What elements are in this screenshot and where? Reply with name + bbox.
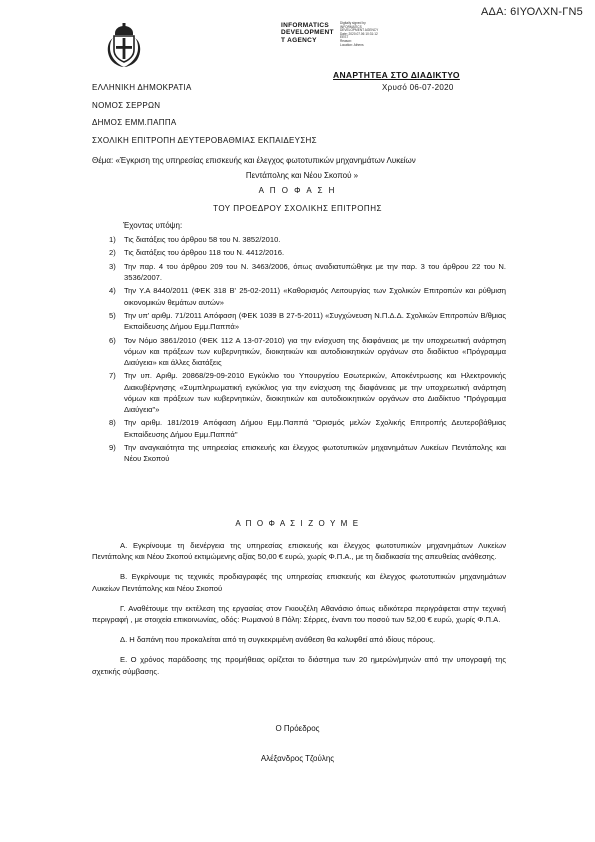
subject-line bbox=[92, 153, 512, 183]
item-text: Την αριθμ. 181/2019 Απόφαση Δήμου Εμμ.Παππά "Ορισμός μελών Σχολικής Επιτροπής Δευτεροβάθμιας Εκπαίδευσης Δήμου Εμμ.Παππά" bbox=[124, 418, 506, 439]
list-item bbox=[92, 261, 506, 283]
item-text: Την αναγκαιότητα της υπηρεσίας επισκευής και έλεγχος φωτοτυπικών μηχανημάτων Λυκείων Πεντάπολης και Νέου Σκοπού bbox=[124, 442, 506, 464]
item-number: 7) bbox=[109, 371, 116, 381]
subject-line-1: Θέμα: «Έγκριση της υπηρεσίας επισκευής και έλεγχος φωτοτυπικών μηχανημάτων Λυκείων bbox=[92, 156, 416, 165]
having-considered-label: Έχοντας υπόψη: bbox=[123, 221, 183, 230]
signatory-role: Ο Πρόεδρος bbox=[275, 724, 320, 733]
prefecture-name: ΝΟΜΟΣ ΣΕΡΡΩΝ bbox=[92, 101, 161, 110]
decide-title: Α Π Ο Φ Α Σ Ι Ζ Ο Υ Μ Ε bbox=[235, 519, 360, 528]
list-item bbox=[92, 247, 506, 258]
considerations-list bbox=[92, 234, 506, 467]
decision-paragraph: Α. Εγκρίνουμε τη διενέργεια της υπηρεσίας επισκευής και έλεγχος φωτοτυπικών μηχανημάτων Λυκείων Πεντάπολης και Νέου Σκοπού εκτιμώμενης αξίας 50,00 € ευρώ, χωρίς Φ.Π.Α., με τη διαδικασία της απευθείας ανάθεσης. bbox=[92, 541, 506, 562]
committee-name: ΣΧΟΛΙΚΗ ΕΠΙΤΡΟΠΗ ΔΕΥΤΕΡΟΒΑΘΜΙΑΣ ΕΚΠΑΙΔΕΥΣΗΣ bbox=[92, 136, 317, 145]
item-number: 5) bbox=[109, 310, 116, 320]
agency-line: T AGENCY bbox=[281, 36, 317, 44]
list-item bbox=[92, 370, 506, 415]
decision-paragraph: Δ. Η δαπάνη που προκαλείται από τη συγκεκριμένη ανάθεση θα καλυφθεί από ιδίους πόρους. bbox=[120, 635, 436, 645]
item-number: 2) bbox=[109, 248, 116, 258]
item-text: Τις διατάξεις του άρθρου 118 του Ν. 4412/2016. bbox=[124, 248, 285, 258]
item-number: 4) bbox=[109, 286, 116, 296]
agency-signature-block bbox=[281, 22, 334, 44]
decision-paragraph: Γ. Αναθέτουμε την εκτέλεση της εργασίας στον Γκιουζέλη Αθανάσιο όπως ειδικότερα περιγράφεται στην τεχνική περιγραφή , με στοιχεία επικοινωνίας, οδός: Ρωμανού 8 Πόλη: Σέρρες, έναντι του ποσού των 52,00 € ευρώ, χωρίς Φ.Π.Α. bbox=[92, 603, 506, 625]
item-number: 3) bbox=[109, 261, 116, 271]
list-item bbox=[92, 234, 506, 245]
item-text: Την παρ. 4 του άρθρου 209 του Ν. 3463/2006, όπως αναδιατυπώθηκε με την παρ. 3 του άρθρου 22 του Ν. 3536/2007. bbox=[124, 261, 506, 282]
decision-paragraph: Β. Εγκρίνουμε τις τεχνικές προδιαγραφές της υπηρεσίας επισκευής και έλεγχος φωτοτυπικών μηχανημάτων Λυκείων Πεντάπολης και Νέου Σκοπού bbox=[92, 572, 506, 593]
posting-notice: ΑΝΑΡΤΗΤΕΑ ΣΤΟ ΔΙΑΔΙΚΤΥΟ bbox=[333, 70, 460, 80]
digital-signature-details bbox=[340, 22, 378, 47]
document-date: Χρυσό 06-07-2020 bbox=[382, 83, 454, 92]
item-text: Την υπ. Αριθμ. 20868/29-09-2010 Εγκύκλιο του Υπουργείου Εσωτερικών, Αποκέντρωσης και Ηλεκτρονικής Διακυβέρνησης «Συμπληρωματική εγκύκλιος για την ενίσχυση της διαφάνειας με την υποχρεωτική ανάρτηση νόμων και πράξεων των κυβερνητικών, διοικητικών και αυτοδιοικητικών οργάνων στο Διαδίκτυο "Πρόγραμμα Διαύγεια"» bbox=[124, 371, 506, 414]
decisions-section bbox=[92, 540, 506, 686]
signature-detail-line: EEST bbox=[340, 35, 349, 40]
agency-line: DEVELOPMENT bbox=[281, 29, 334, 37]
decision-paragraph: Ε. Ο χρόνος παράδοσης της προμήθειας ορίζεται το διάστημα των 20 ημερών/μηνών από την υπογραφή της σχετικής σύμβασης. bbox=[92, 655, 506, 676]
greek-emblem-icon bbox=[103, 22, 145, 68]
list-item bbox=[92, 417, 506, 439]
municipality-name: ΔΗΜΟΣ ΕΜΜ.ΠΑΠΠΑ bbox=[92, 118, 177, 127]
decision-subtitle: ΤΟΥ ΠΡΟΕΔΡΟΥ ΣΧΟΛΙΚΗΣ ΕΠΙΤΡΟΠΗΣ bbox=[213, 204, 382, 213]
signatory-name: Αλέξανδρος Τζούλης bbox=[260, 754, 335, 763]
list-item bbox=[92, 285, 506, 307]
item-number: 9) bbox=[109, 442, 116, 452]
signature-detail-line: Digitally signed by bbox=[340, 21, 366, 25]
item-text: Τον Νόμο 3861/2010 (ΦΕΚ 112 Α 13-07-2010) για την ενίσχυση της διαφάνειας με την υποχρεωτική ανάρτηση νόμων και πράξεων των κυβερνητικών, διοικητικών και αυτοδιοικητικών οργάνων στο διαδίκτυο «Πρόγραμμα Διαύγεια» και άλλες διατάξεις bbox=[124, 335, 506, 367]
item-number: 8) bbox=[109, 418, 116, 428]
signature-detail-line: Reason: bbox=[340, 38, 352, 43]
country-name: ΕΛΛΗΝΙΚΗ ΔΗΜΟΚΡΑΤΙΑ bbox=[92, 83, 192, 92]
agency-line: INFORMATICS bbox=[281, 22, 329, 29]
item-number: 6) bbox=[109, 335, 116, 345]
list-item bbox=[92, 335, 506, 369]
item-number: 1) bbox=[109, 235, 116, 244]
item-text: Την υπ' αριθμ. 71/2011 Απόφαση (ΦΕΚ 1039 Β 27-5-2011) «Συγχώνευση Ν.Π.Δ.Δ. Σχολικών Επιτροπών Β/θμιας Εκπαίδευσης Δήμου Εμμ.Παππά» bbox=[124, 310, 506, 332]
signature-detail-line: Date: 2020.07.06 10:31:12 bbox=[340, 31, 378, 36]
subject-line-2: Πεντάπολης και Νέου Σκοπού » bbox=[245, 171, 359, 180]
signature-detail-line: Location: Athens bbox=[340, 42, 364, 47]
decision-title: Α Π Ο Φ Α Σ Η bbox=[258, 186, 337, 195]
signature-detail-line: INFORMATICS bbox=[340, 24, 362, 29]
ada-code: ΑΔΑ: 6ΙΥΟΛΧΝ-ΓΝ5 bbox=[481, 6, 583, 18]
list-item bbox=[92, 442, 506, 464]
signature-detail-line: DEVELOPMENT AGENCY bbox=[340, 28, 379, 33]
item-text: Τις διατάξεις του άρθρου 58 του Ν. 3852/2010. bbox=[124, 235, 281, 244]
item-text: Την Υ.Α 8440/2011 (ΦΕΚ 318 Β' 25-02-2011) «Καθορισμός Λειτουργίας των Σχολικών Επιτροπών και ρύθμιση οικονομικών θεμάτων αυτών» bbox=[124, 286, 506, 307]
list-item bbox=[92, 310, 506, 332]
